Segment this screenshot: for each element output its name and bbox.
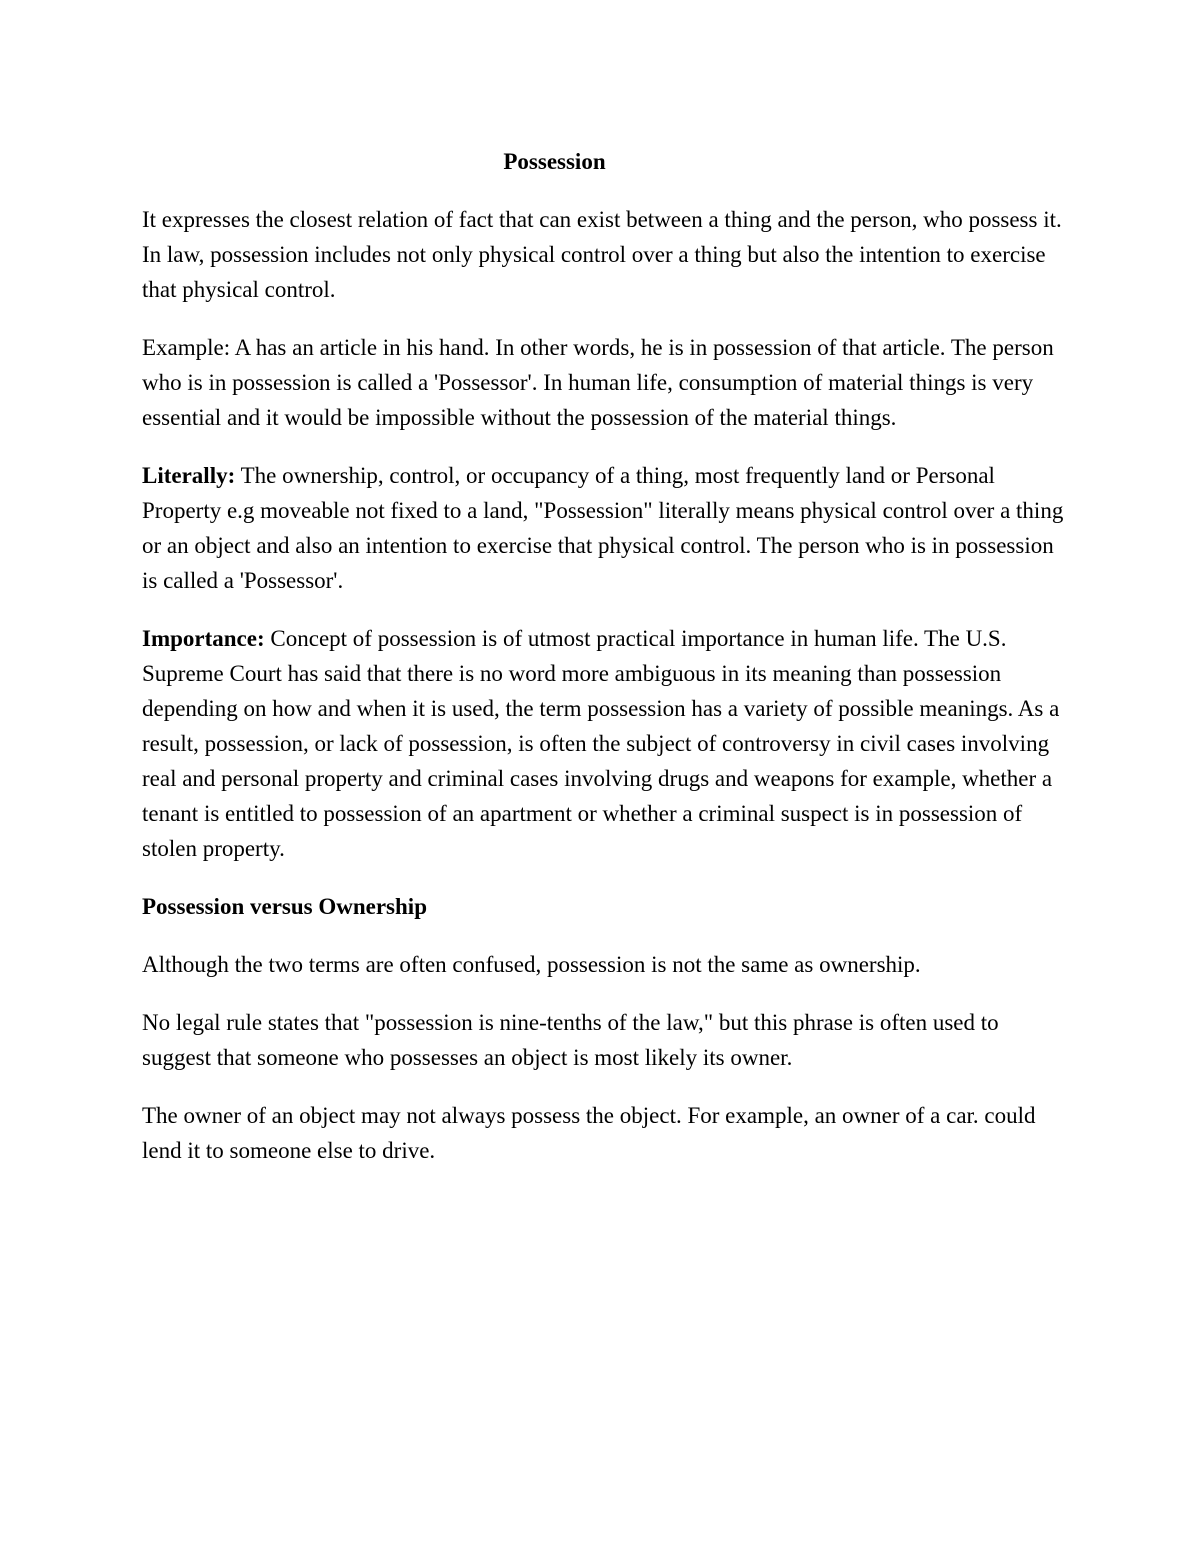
section-heading: Possession versus Ownership xyxy=(142,894,427,919)
document-body xyxy=(142,144,1067,1191)
paragraph-literally xyxy=(142,458,1067,598)
paragraph-lead-literally: Literally: xyxy=(142,463,236,488)
paragraph-lead-importance: Importance: xyxy=(142,626,265,651)
paragraph-importance xyxy=(142,621,1067,866)
paragraph-intro: It expresses the closest relation of fact that can exist between a thing and the person, who possess it. In law, possession includes not only physical control over a thing but also the intention to exercise that physical control. xyxy=(142,207,1062,302)
paragraph-confused: Although the two terms are often confused, possession is not the same as ownership. xyxy=(142,952,921,977)
paragraph-owner-car: The owner of an object may not always possess the object. For example, an owner of a car. could lend it to someone else to drive. xyxy=(142,1103,1036,1163)
document-title: Possession xyxy=(503,149,606,174)
paragraph-nine-tenths: No legal rule states that "possession is nine-tenths of the law," but this phrase is often used to suggest that someone who possesses an object is most likely its owner. xyxy=(142,1010,999,1070)
paragraph-text-importance: Concept of possession is of utmost practical importance in human life. The U.S. Supreme Court has said that there is no word more ambiguous in its meaning than possession depending on how and when it is used, the term possession has a variety of possible meanings. As a result, possession, or lack of possession, is often the subject of controversy in civil cases involving real and personal property and criminal cases involving drugs and weapons for example, whether a tenant is entitled to possession of an apartment or whether a criminal suspect is in possession of stolen property. xyxy=(142,626,1060,861)
paragraph-example: Example: A has an article in his hand. In other words, he is in possession of that article. The person who is in possession is called a 'Possessor'. In human life, consumption of material things is very essential and it would be impossible without the possession of the material things. xyxy=(142,335,1054,430)
paragraph-text-literally: The ownership, control, or occupancy of a thing, most frequently land or Personal Property e.g moveable not fixed to a land, "Possession" literally means physical control over a thing or an object and also an intention to exercise that physical control. The person who is in possession is called a 'Possessor'. xyxy=(142,463,1064,593)
